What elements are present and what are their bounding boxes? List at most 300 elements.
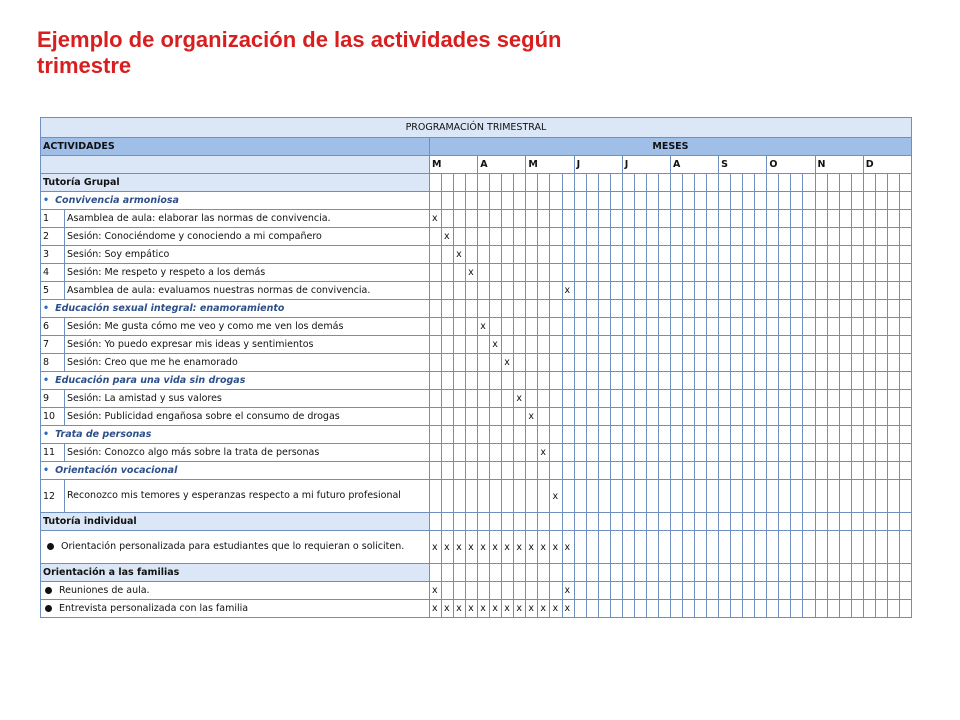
schedule-cell — [658, 210, 670, 228]
activity-label — [41, 600, 430, 618]
schedule-cell — [839, 246, 851, 264]
schedule-cell — [670, 444, 682, 462]
schedule-cell — [875, 246, 887, 264]
schedule-cell — [526, 210, 538, 228]
schedule-cell — [851, 336, 863, 354]
schedule-cell — [478, 354, 490, 372]
schedule-cell — [598, 408, 610, 426]
schedule-cell — [731, 192, 743, 210]
schedule-cell — [682, 408, 694, 426]
schedule-cell — [863, 513, 875, 531]
schedule-cell — [562, 336, 574, 354]
schedule-cell — [502, 282, 514, 300]
schedule-cell — [719, 444, 731, 462]
schedule-cell — [442, 300, 454, 318]
schedule-cell — [442, 408, 454, 426]
schedule-cell — [707, 264, 719, 282]
schedule-cell — [863, 426, 875, 444]
schedule-cell — [755, 564, 767, 582]
schedule-cell — [610, 210, 622, 228]
schedule-cell — [827, 264, 839, 282]
schedule-cell — [634, 408, 646, 426]
schedule-cell — [430, 480, 442, 513]
schedule-cell — [731, 354, 743, 372]
schedule-cell — [839, 480, 851, 513]
schedule-cell — [574, 174, 586, 192]
activity-number: 3 — [41, 246, 65, 264]
schedule-cell — [670, 564, 682, 582]
schedule-cell — [863, 264, 875, 282]
schedule-cell — [490, 408, 502, 426]
table-row — [41, 318, 912, 336]
schedule-cell — [803, 564, 815, 582]
schedule-cell — [707, 513, 719, 531]
schedule-cell — [803, 228, 815, 246]
schedule-cell — [622, 192, 634, 210]
schedule-cell — [490, 582, 502, 600]
schedule-cell — [863, 336, 875, 354]
schedule-cell — [658, 246, 670, 264]
schedule-cell — [815, 246, 827, 264]
schedule-cell — [466, 246, 478, 264]
schedule-cell — [719, 372, 731, 390]
schedule-cell — [490, 372, 502, 390]
schedule-cell — [839, 336, 851, 354]
schedule-mark: x — [466, 531, 478, 564]
schedule-cell — [454, 390, 466, 408]
schedule-cell — [779, 390, 791, 408]
schedule-cell — [851, 564, 863, 582]
schedule-cell — [731, 531, 743, 564]
schedule-cell — [562, 192, 574, 210]
schedule-cell — [610, 372, 622, 390]
schedule-cell — [731, 318, 743, 336]
schedule-cell — [550, 462, 562, 480]
schedule-cell — [743, 318, 755, 336]
table-row — [41, 600, 912, 618]
schedule-cell — [827, 228, 839, 246]
schedule-cell — [899, 336, 911, 354]
schedule-cell — [646, 228, 658, 246]
schedule-cell — [658, 300, 670, 318]
table-row — [41, 390, 912, 408]
schedule-cell — [803, 444, 815, 462]
schedule-cell — [550, 564, 562, 582]
schedule-mark: x — [454, 531, 466, 564]
schedule-cell — [538, 408, 550, 426]
schedule-cell — [442, 210, 454, 228]
schedule-cell — [899, 372, 911, 390]
schedule-cell — [779, 462, 791, 480]
schedule-cell — [815, 408, 827, 426]
schedule-cell — [430, 336, 442, 354]
schedule-cell — [646, 408, 658, 426]
schedule-cell — [550, 192, 562, 210]
schedule-cell — [442, 264, 454, 282]
schedule-cell — [899, 300, 911, 318]
schedule-cell — [743, 174, 755, 192]
schedule-cell — [658, 318, 670, 336]
schedule-cell — [538, 564, 550, 582]
schedule-cell — [622, 336, 634, 354]
schedule-cell — [803, 354, 815, 372]
schedule-cell — [610, 600, 622, 618]
schedule-cell — [899, 174, 911, 192]
schedule-cell — [731, 480, 743, 513]
schedule-cell — [538, 462, 550, 480]
schedule-cell — [502, 564, 514, 582]
schedule-cell — [743, 600, 755, 618]
table-row — [41, 426, 912, 444]
schedule-cell — [586, 192, 598, 210]
table-subheading-row — [41, 138, 912, 156]
schedule-cell — [695, 564, 707, 582]
schedule-cell — [719, 480, 731, 513]
schedule-cell — [899, 426, 911, 444]
schedule-cell — [827, 444, 839, 462]
schedule-cell — [743, 210, 755, 228]
schedule-cell — [490, 318, 502, 336]
schedule-cell — [574, 318, 586, 336]
schedule-cell — [755, 513, 767, 531]
schedule-cell — [514, 480, 526, 513]
schedule-cell — [682, 174, 694, 192]
schedule-cell — [815, 600, 827, 618]
schedule-cell — [791, 480, 803, 513]
schedule-mark: x — [526, 600, 538, 618]
schedule-cell — [658, 531, 670, 564]
schedule-cell — [550, 390, 562, 408]
schedule-cell — [646, 513, 658, 531]
schedule-cell — [586, 300, 598, 318]
schedule-cell — [899, 582, 911, 600]
section-label — [41, 300, 430, 318]
schedule-cell — [658, 174, 670, 192]
schedule-cell — [875, 600, 887, 618]
schedule-cell — [695, 282, 707, 300]
section-label-text: Convivencia armoniosa — [55, 195, 179, 206]
schedule-cell — [550, 318, 562, 336]
schedule-cell — [610, 462, 622, 480]
schedule-cell — [454, 408, 466, 426]
schedule-cell — [815, 462, 827, 480]
schedule-cell — [899, 228, 911, 246]
schedule-cell — [803, 426, 815, 444]
table-row — [41, 513, 912, 531]
schedule-cell — [646, 426, 658, 444]
schedule-cell — [598, 426, 610, 444]
schedule-mark: x — [478, 600, 490, 618]
schedule-cell — [466, 564, 478, 582]
schedule-cell — [574, 426, 586, 444]
schedule-cell — [634, 426, 646, 444]
schedule-cell — [538, 192, 550, 210]
table-row — [41, 564, 912, 582]
schedule-cell — [586, 282, 598, 300]
schedule-cell — [682, 564, 694, 582]
schedule-mark: x — [466, 264, 478, 282]
schedule-cell — [442, 282, 454, 300]
schedule-cell — [767, 390, 779, 408]
schedule-cell — [538, 300, 550, 318]
schedule-cell — [634, 462, 646, 480]
schedule-cell — [851, 390, 863, 408]
schedule-cell — [538, 513, 550, 531]
schedule-cell — [815, 564, 827, 582]
schedule-cell — [478, 300, 490, 318]
group-label: Tutoría Grupal — [41, 174, 430, 192]
schedule-cell — [670, 282, 682, 300]
schedule-cell — [779, 318, 791, 336]
schedule-cell — [646, 600, 658, 618]
schedule-cell — [610, 336, 622, 354]
schedule-cell — [887, 564, 899, 582]
schedule-cell — [550, 264, 562, 282]
schedule-cell — [719, 582, 731, 600]
schedule-cell — [851, 408, 863, 426]
schedule-cell — [562, 372, 574, 390]
schedule-cell — [622, 426, 634, 444]
schedule-cell — [899, 246, 911, 264]
schedule-cell — [719, 462, 731, 480]
schedule-cell — [478, 192, 490, 210]
schedule-cell — [466, 192, 478, 210]
schedule-cell — [887, 372, 899, 390]
schedule-cell — [755, 426, 767, 444]
schedule-cell — [731, 390, 743, 408]
schedule-cell — [827, 513, 839, 531]
schedule-cell — [586, 513, 598, 531]
table-row — [41, 210, 912, 228]
schedule-cell — [707, 336, 719, 354]
schedule-cell — [863, 444, 875, 462]
schedule-cell — [538, 228, 550, 246]
schedule-cell — [899, 600, 911, 618]
schedule-cell — [466, 336, 478, 354]
schedule-cell — [658, 408, 670, 426]
schedule-cell — [622, 282, 634, 300]
schedule-cell — [875, 228, 887, 246]
table-row — [41, 192, 912, 210]
schedule-cell — [851, 192, 863, 210]
schedule-cell — [851, 582, 863, 600]
schedule-cell — [574, 531, 586, 564]
schedule-cell — [610, 426, 622, 444]
schedule-cell — [839, 174, 851, 192]
schedule-cell — [803, 531, 815, 564]
schedule-cell — [622, 174, 634, 192]
schedule-cell — [803, 300, 815, 318]
schedule-cell — [803, 600, 815, 618]
schedule-cell — [514, 354, 526, 372]
schedule-cell — [839, 264, 851, 282]
schedule-cell — [454, 564, 466, 582]
schedule-cell — [767, 444, 779, 462]
section-label-text: Trata de personas — [55, 429, 152, 440]
schedule-cell — [875, 318, 887, 336]
schedule-cell — [779, 174, 791, 192]
schedule-cell — [887, 600, 899, 618]
schedule-cell — [466, 228, 478, 246]
schedule-cell — [514, 300, 526, 318]
schedule-cell — [538, 480, 550, 513]
schedule-cell — [454, 192, 466, 210]
schedule-cell — [670, 480, 682, 513]
schedule-cell — [646, 444, 658, 462]
schedule-cell — [442, 462, 454, 480]
table-row — [41, 480, 912, 513]
schedule-cell — [851, 354, 863, 372]
schedule-cell — [490, 192, 502, 210]
schedule-cell — [478, 228, 490, 246]
schedule-mark: x — [538, 531, 550, 564]
schedule-cell — [791, 300, 803, 318]
schedule-cell — [755, 282, 767, 300]
table-row — [41, 282, 912, 300]
schedule-cell — [538, 174, 550, 192]
schedule-cell — [875, 531, 887, 564]
schedule-cell — [743, 564, 755, 582]
schedule-cell — [682, 354, 694, 372]
schedule-cell — [815, 210, 827, 228]
schedule-cell — [743, 300, 755, 318]
schedule-cell — [598, 582, 610, 600]
schedule-cell — [466, 426, 478, 444]
schedule-cell — [562, 444, 574, 462]
schedule-cell — [586, 564, 598, 582]
schedule-cell — [731, 426, 743, 444]
schedule-cell — [815, 354, 827, 372]
activity-label — [41, 582, 430, 600]
schedule-cell — [586, 582, 598, 600]
schedule-cell — [646, 174, 658, 192]
schedule-cell — [538, 354, 550, 372]
activity-label: Asamblea de aula: evaluamos nuestras normas de convivencia. — [65, 282, 430, 300]
schedule-cell — [839, 582, 851, 600]
schedule-cell — [526, 426, 538, 444]
schedule-cell — [670, 531, 682, 564]
schedule-cell — [454, 300, 466, 318]
schedule-cell — [887, 444, 899, 462]
schedule-cell — [875, 480, 887, 513]
schedule-cell — [887, 228, 899, 246]
schedule-cell — [478, 282, 490, 300]
schedule-cell — [899, 408, 911, 426]
schedule-cell — [610, 564, 622, 582]
schedule-cell — [574, 264, 586, 282]
schedule-cell — [478, 264, 490, 282]
schedule-cell — [490, 390, 502, 408]
schedule-mark: x — [430, 210, 442, 228]
schedule-cell — [586, 336, 598, 354]
schedule-cell — [707, 480, 719, 513]
schedule-cell — [851, 531, 863, 564]
schedule-cell — [731, 462, 743, 480]
schedule-cell — [478, 582, 490, 600]
schedule-cell — [887, 531, 899, 564]
schedule-cell — [839, 426, 851, 444]
schedule-cell — [526, 582, 538, 600]
schedule-cell — [875, 264, 887, 282]
schedule-cell — [526, 300, 538, 318]
schedule-cell — [646, 462, 658, 480]
schedule-cell — [622, 564, 634, 582]
schedule-cell — [610, 300, 622, 318]
schedule-cell — [875, 354, 887, 372]
schedule-cell — [767, 480, 779, 513]
schedule-cell — [586, 408, 598, 426]
schedule-cell — [598, 336, 610, 354]
schedule-cell — [731, 582, 743, 600]
schedule-cell — [574, 300, 586, 318]
schedule-cell — [670, 372, 682, 390]
activity-number: 9 — [41, 390, 65, 408]
schedule-cell — [755, 444, 767, 462]
months-row — [41, 156, 912, 174]
activity-label — [41, 531, 430, 564]
schedule-cell — [803, 513, 815, 531]
schedule-cell — [803, 372, 815, 390]
schedule-cell — [562, 318, 574, 336]
schedule-cell — [887, 462, 899, 480]
schedule-cell — [586, 531, 598, 564]
schedule-cell — [658, 564, 670, 582]
schedule-cell — [490, 174, 502, 192]
schedule-mark: x — [442, 600, 454, 618]
schedule-cell — [634, 582, 646, 600]
schedule-cell — [863, 582, 875, 600]
schedule-cell — [719, 531, 731, 564]
schedule-cell — [707, 282, 719, 300]
schedule-cell — [695, 531, 707, 564]
table-row — [41, 462, 912, 480]
schedule-cell — [803, 282, 815, 300]
schedule-cell — [707, 246, 719, 264]
schedule-cell — [490, 300, 502, 318]
schedule-cell — [719, 282, 731, 300]
schedule-cell — [598, 264, 610, 282]
schedule-cell — [707, 372, 719, 390]
schedule-cell — [478, 174, 490, 192]
schedule-cell — [863, 408, 875, 426]
schedule-cell — [803, 210, 815, 228]
activity-label: Sesión: Publicidad engañosa sobre el consumo de drogas — [65, 408, 430, 426]
schedule-cell — [767, 600, 779, 618]
schedule-cell — [478, 390, 490, 408]
schedule-cell — [466, 372, 478, 390]
schedule-cell — [574, 246, 586, 264]
schedule-cell — [670, 336, 682, 354]
schedule-cell — [586, 246, 598, 264]
schedule-cell — [646, 582, 658, 600]
schedule-cell — [682, 531, 694, 564]
schedule-cell — [430, 444, 442, 462]
schedule-cell — [562, 564, 574, 582]
schedule-cell — [586, 228, 598, 246]
schedule-cell — [863, 192, 875, 210]
schedule-cell — [707, 192, 719, 210]
schedule-cell — [466, 318, 478, 336]
schedule-cell — [670, 318, 682, 336]
schedule-cell — [899, 318, 911, 336]
schedule-cell — [610, 228, 622, 246]
schedule-cell — [839, 408, 851, 426]
activity-number: 2 — [41, 228, 65, 246]
bullet-icon — [45, 605, 52, 612]
schedule-cell — [791, 318, 803, 336]
schedule-cell — [779, 564, 791, 582]
schedule-cell — [502, 513, 514, 531]
